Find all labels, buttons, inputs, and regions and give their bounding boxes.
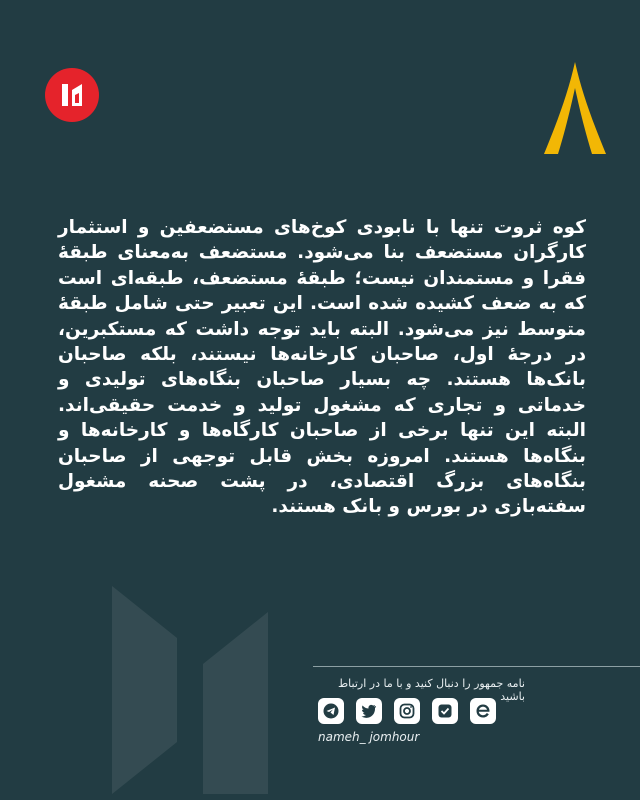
social-icons-row <box>318 698 496 724</box>
page-number-eight <box>540 58 610 158</box>
virasty-icon[interactable] <box>432 698 458 724</box>
eitaa-icon[interactable] <box>470 698 496 724</box>
nameh-jomhour-logo-icon <box>45 68 99 122</box>
logo-glyph-icon <box>55 78 89 112</box>
twitter-icon[interactable] <box>356 698 382 724</box>
footer-divider <box>313 666 640 667</box>
follow-us-text: نامه جمهور را دنبال کنید و با ما در ارتباط باشید <box>338 677 525 703</box>
social-handle: nameh_ jomhour <box>318 730 420 744</box>
telegram-icon[interactable] <box>318 698 344 724</box>
instagram-icon[interactable] <box>394 698 420 724</box>
watermark-logo-icon <box>60 560 320 800</box>
body-paragraph: کوه ثروت تنها با نابودی کوخ‌های مستضعفین و استثمار کارگران مستضعف بنا می‌شود. مستضعف به‌معنای طبقهٔ فقرا و مستمندان نیست؛ طبقهٔ مستضعف، طبقه‌ای است که به ضعف کشیده شده است. این تعبیر حتی شامل طبقهٔ متوسط نیز می‌شود. البته باید توجه داشت که مستکبرین، در درجهٔ اول، صاحبان کارخانه‌ها نیستند، بلکه صاحبان بانک‌ها هستند. چه بسیار صاحبان بنگاه‌های تولیدی و خدماتی و تجاری که مشغول تولید و خدمت حقیقی‌اند. البته این تنها برخی از صاحبان کارگاه‌ها و کارخانه‌ها و بنگاه‌ها هستند. امروزه بخش قابل توجهی از صاحبان بنگاه‌های بزرگ اقتصادی، در پشت صحنه مشغول سفته‌بازی در بورس و بانک هستند. <box>58 217 586 518</box>
